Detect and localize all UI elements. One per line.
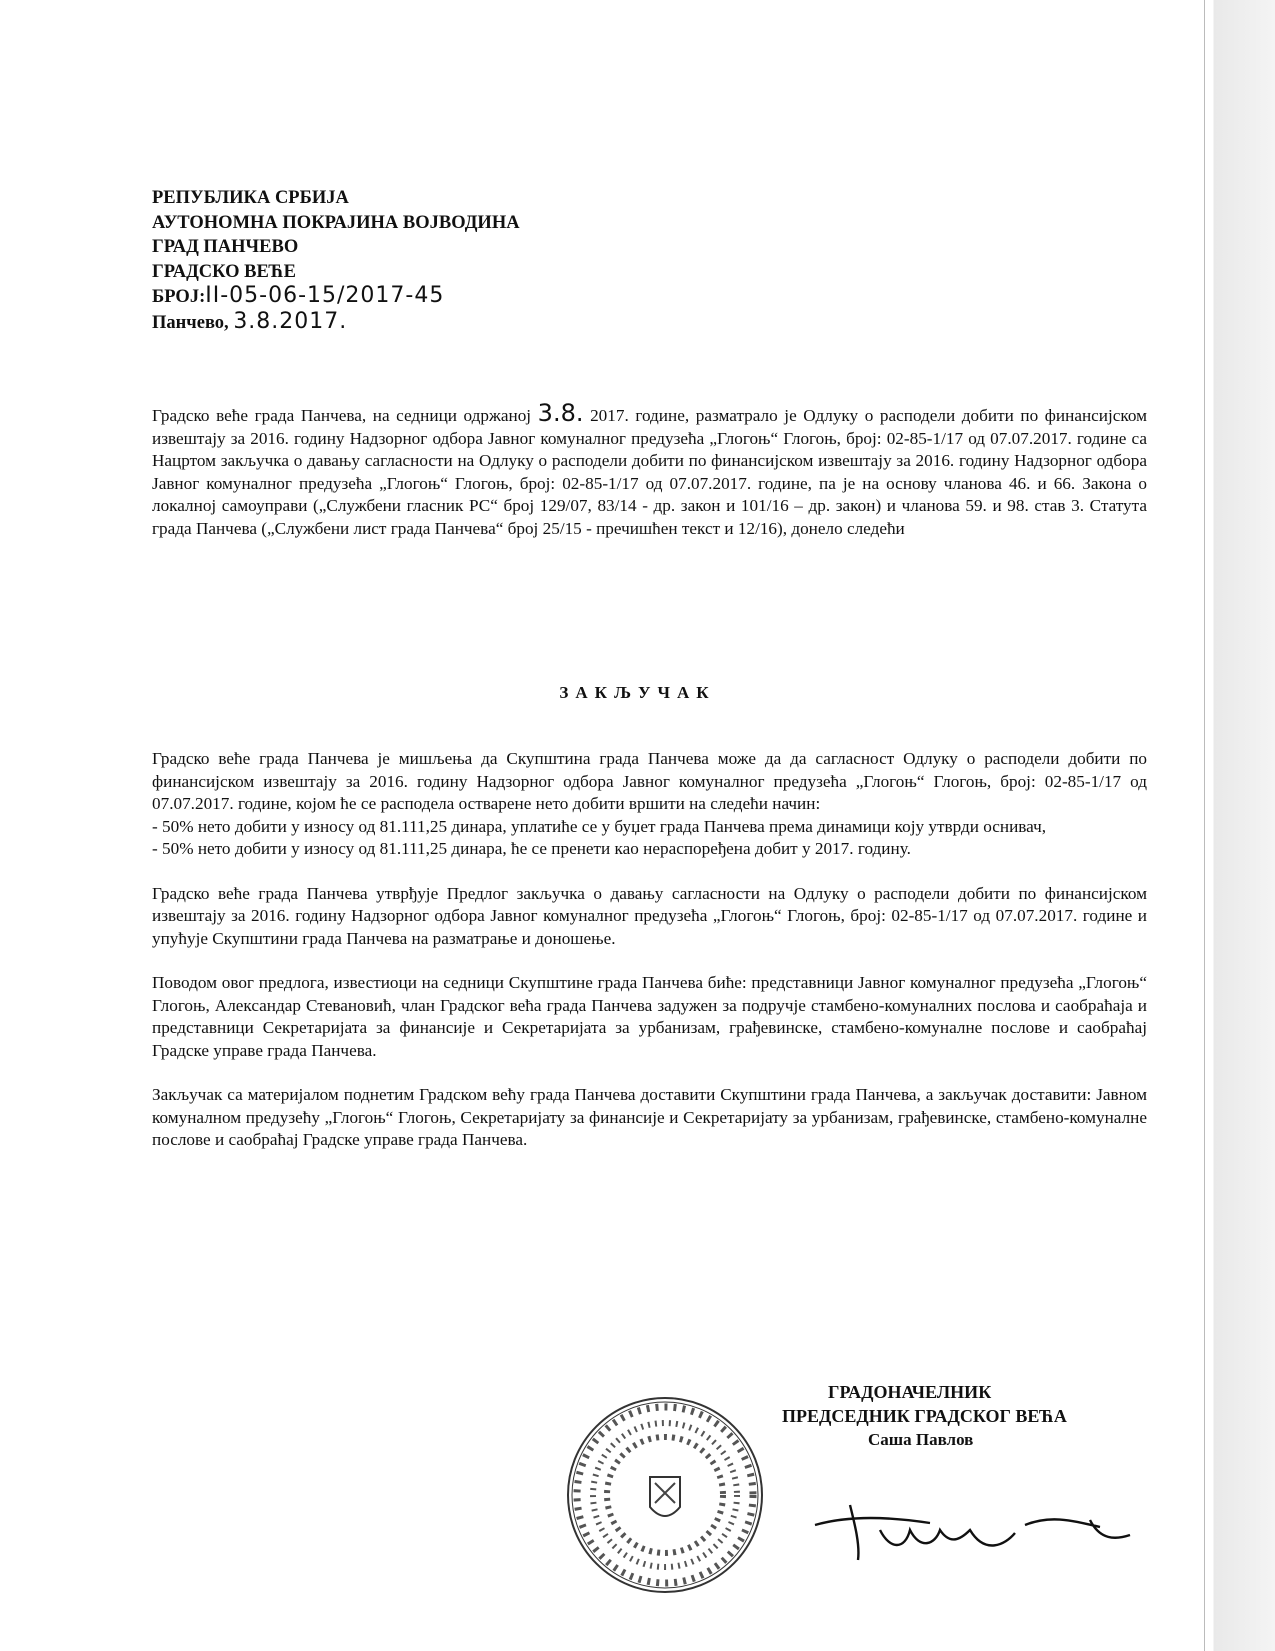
signatory-title: ГРАДОНАЧЕЛНИК — [828, 1382, 992, 1402]
list-item: - 50% нето добити у износу од 81.111,25 динара, уплатиће се у буџет града Панчева према динамици коју утврди оснивач, — [152, 816, 1047, 836]
handwritten-date: 3.8.2017. — [233, 308, 348, 334]
document-number: БРОЈ:II-05-06-15/2017-45 — [152, 283, 445, 308]
decision-body — [152, 748, 1147, 1152]
coat-of-arms-icon — [650, 1477, 680, 1516]
header-line: АУТОНОМНА ПОКРАЈИНА ВОЈВОДИНА — [152, 212, 520, 233]
signature-block — [782, 1380, 1067, 1452]
paragraph: Закључак са материјалом поднетим Градском већу града Панчева доставити Скупштини града Панчева, а закључак доставити: Јавном комуналном предузећу „Глогоњ“ Глогоњ, Секретаријату за финансије и Секретаријату за урбанизам, грађевинске, стамбено-комуналне послове и саобраћај Градске управе града Панчева. — [152, 1085, 1147, 1149]
document-header — [152, 186, 520, 335]
header-line: ГРАД ПАНЧЕВО — [152, 237, 299, 257]
handwritten-session-date: 3.8. — [537, 399, 584, 427]
stamp-lettering-inner — [607, 1437, 723, 1553]
handwritten-number: II-05-06-15/2017-45 — [205, 283, 445, 308]
signatory-name: Саша Павлов — [868, 1430, 974, 1449]
list-item: - 50% нето добити у износу од 81.111,25 динара, ће се пренети као нераспоређена добит у 2017. годину. — [152, 839, 911, 858]
header-line: ГРАДСКО ВЕЋЕ — [152, 261, 296, 282]
stamp-lettering-outer — [577, 1407, 753, 1583]
document-title: ЗАКЉУЧАК — [559, 683, 716, 702]
handwritten-signature — [810, 1495, 1140, 1565]
document-place-date: Панчево, 3.8.2017. — [152, 308, 348, 334]
scan-edge — [1204, 0, 1275, 1651]
stamp-lettering-middle — [593, 1423, 737, 1567]
paragraph: Градско веће града Панчева утврђује Предлог закључка о давању сагласности на Одлуку о расподели добити по финансијском извештају за 2016. годину Надзорног одбора Јавног комуналног предузећа „Глогоњ“ Глогоњ, број: 02-85-1/17 од 07.07.2017. године и упућује Скупштини града Панчева на разматрање и доношење. — [152, 883, 1147, 948]
official-stamp — [565, 1395, 765, 1595]
paragraph: Поводом овог предлога, известиоци на седници Скупштине града Панчева биће: представници Јавног комуналног предузећа „Глогоњ“ Глогоњ, Александар Стевановић, члан Градског већа града Панчева задужен за подручје стамбено-комуналних послова и саобраћаја и представници Секретаријата за финансије и Секретаријата за урбанизам, грађевинске, стамбено-комуналне послове и саобраћај Градске управе града Панчева. — [152, 973, 1147, 1060]
intro-paragraph: Градско веће града Панчева, на седници одржаној 3.8. 2017. године, разматрало је Одлуку о расподели добити по финансијском извештају за 2016. годину Надзорног одбора Јавног комуналног предузећа „Глогоњ“ Глогоњ, број: 02-85-1/17 од 07.07.2017. године са Нацртом закључка о давању сагласности на Одлуку о расподели добити по финансијском извештају за 2016. годину Надзорног одбора Јавног комуналног предузећа „Глогоњ“ Глогоњ, број: 02-85-1/17 од 07.07.2017. године, па је на основу чланова 46. и 66. Закона о локалној самоуправи („Службени гласник РС“ број 129/07, 83/14 - др. закон и 101/16 – др. закон) и чланова 59. и 98. став 3. Статута града Панчева („Службени лист града Панчева“ број 25/15 - пречишћен текст и 12/16), донело следећи — [152, 399, 1147, 538]
paragraph: Градско веће града Панчева је мишљења да Скупштина града Панчева може да да сагласност Одлуку о расподели добити по финансијском извештају за 2016. годину Надзорног одбора Јавног комуналног предузећа „Глогоњ“ Глогоњ, број: 02-85-1/17 од 07.07.2017. године, којом ће се расподела остварене нето добити вршити на следећи начин: — [152, 749, 1147, 813]
header-line: РЕПУБЛИКА СРБИЈА — [152, 188, 349, 208]
signatory-title: ПРЕДСЕДНИК ГРАДСКОГ ВЕЋА — [782, 1406, 1067, 1426]
